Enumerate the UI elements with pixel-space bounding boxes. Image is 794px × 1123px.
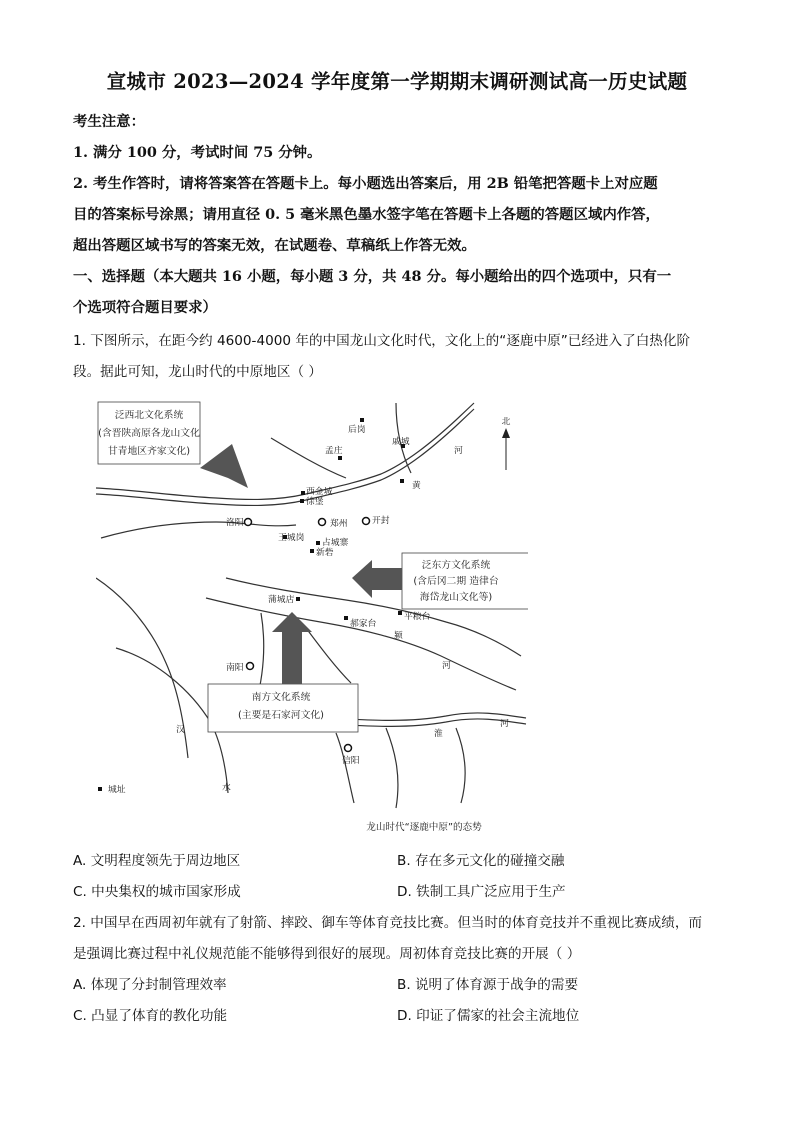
site-hougang: 后岗 (348, 425, 366, 435)
arrow-e-icon (352, 560, 402, 598)
arrow-s-icon (272, 612, 312, 684)
site-xinyang: 信阳 (342, 756, 360, 766)
q1-option-c[interactable]: C. 中央集权的城市国家形成 (73, 884, 241, 900)
site-pingliangtai: 平粮台 (404, 612, 431, 622)
river-label-han: 汉 (176, 725, 185, 735)
site-qicheng: 戚城 (392, 437, 410, 447)
site-luoyang: 洛阳 (226, 518, 244, 528)
river-label-he-2: 河 (442, 661, 451, 671)
site-xijincheng: 西金城 (306, 487, 333, 497)
tributary (96, 578, 188, 758)
question-2-stem-b: 是强调比赛过程中礼仪规范能不能够得到很好的展现。周初体育竞技比赛的开展（ ） (73, 946, 581, 962)
section-heading-a: 一、选择题（本大题共 16 小题，每小题 3 分，共 48 分。每小题给出的四个选项中，只有一 (73, 268, 672, 285)
notice-line-2c: 超出答题区域书写的答案无效，在试题卷、草稿纸上作答无效。 (73, 237, 476, 254)
box-nw-l2: (含晋陕高原各龙山文化 (98, 428, 200, 439)
q1-option-d[interactable]: D. 铁制工具广泛应用于生产 (397, 884, 566, 900)
river-label-he-3: 河 (500, 719, 509, 729)
tributary (306, 628, 351, 683)
site-zhengzhou: 郑州 (330, 519, 348, 529)
river-label-shui: 水 (222, 783, 231, 793)
q2-option-d[interactable]: D. 印证了儒家的社会主流地位 (397, 1008, 580, 1024)
legend-site: 城址 (108, 785, 126, 795)
question-1-stem-b: 段。据此可知，龙山时代的中原地区（ ） (73, 364, 323, 380)
box-nw-l1: 泛西北文化系统 (114, 410, 184, 421)
site-puchengdian: 蒲城店 (268, 595, 295, 605)
q2-option-a[interactable]: A. 体现了分封制管理效率 (73, 977, 227, 993)
q1-option-a[interactable]: A. 文明程度领先于周边地区 (73, 853, 241, 869)
box-e-l2: (含后冈二期 造律台 (413, 576, 499, 587)
river-label-he: 河 (454, 446, 463, 456)
notice-line-1: 1. 满分 100 分，考试时间 75 分钟。 (73, 144, 322, 161)
tributary (456, 728, 465, 803)
q1-option-b[interactable]: B. 存在多元文化的碰撞交融 (397, 853, 565, 869)
tributary (386, 728, 398, 808)
map-caption: 龙山时代“逐鹿中原”的态势 (366, 822, 482, 833)
north-label: 北 (501, 417, 511, 427)
question-2-stem-a: 2. 中国早在西周初年就有了射箭、摔跤、御车等体育竞技比赛。但当时的体育竞技并不重视比赛成绩，而 (73, 915, 703, 931)
site-haojiatai: 郝家台 (350, 619, 377, 629)
sha-river (206, 598, 516, 690)
luo-river (101, 522, 296, 538)
arrow-nw-icon (200, 444, 248, 488)
river-label-ying: 颍 (394, 631, 403, 641)
site-kaifeng: 开封 (372, 516, 390, 526)
longshan-map (96, 398, 528, 836)
notice-heading: 考生注意： (73, 113, 145, 130)
box-e-l3: 海岱龙山文化等) (419, 592, 493, 603)
tributary (336, 733, 354, 803)
page-title: 宣城市 2023—2024 学年度第一学期期末调研测试高一历史试题 (106, 70, 688, 93)
section-heading-b: 个选项符合题目要求） (73, 299, 217, 316)
site-xubao: 徐堡 (306, 497, 324, 507)
river-label-huai: 淮 (434, 729, 443, 739)
q2-option-b[interactable]: B. 说明了体育源于战争的需要 (397, 977, 579, 993)
box-s-l2: (主要是石家河文化) (237, 710, 325, 721)
box-nw-l3: 甘青地区齐家文化) (107, 446, 191, 457)
river-label-huang: 黄 (412, 481, 421, 491)
site-nanyang: 南阳 (226, 663, 244, 673)
site-mengzhuang: 孟庄 (325, 446, 343, 456)
box-s-l1: 南方文化系统 (251, 692, 311, 703)
tributary (271, 438, 346, 478)
site-zhanchengzhai: 占城寨 (322, 538, 349, 548)
notice-line-2b: 目的答案标号涂黑；请用直径 0. 5 毫米黑色墨水签字笔在答题卡上各题的答题区域内作答， (73, 206, 660, 223)
question-1-stem-a: 1. 下图所示，在距今约 4600-4000 年的中国龙山文化时代，文化上的“逐鹿中原”已经进入了白热化阶 (73, 333, 691, 349)
notice-line-2a: 2. 考生作答时，请将答案答在答题卡上。每小题选出答案后，用 2B 铅笔把答题卡上对应题 (73, 175, 658, 192)
site-wangchenggang: 王城岗 (278, 533, 305, 543)
site-xinzhai: 新砦 (316, 548, 334, 558)
box-e-l1: 泛东方文化系统 (421, 560, 491, 571)
q2-option-c[interactable]: C. 凸显了体育的教化功能 (73, 1008, 228, 1024)
